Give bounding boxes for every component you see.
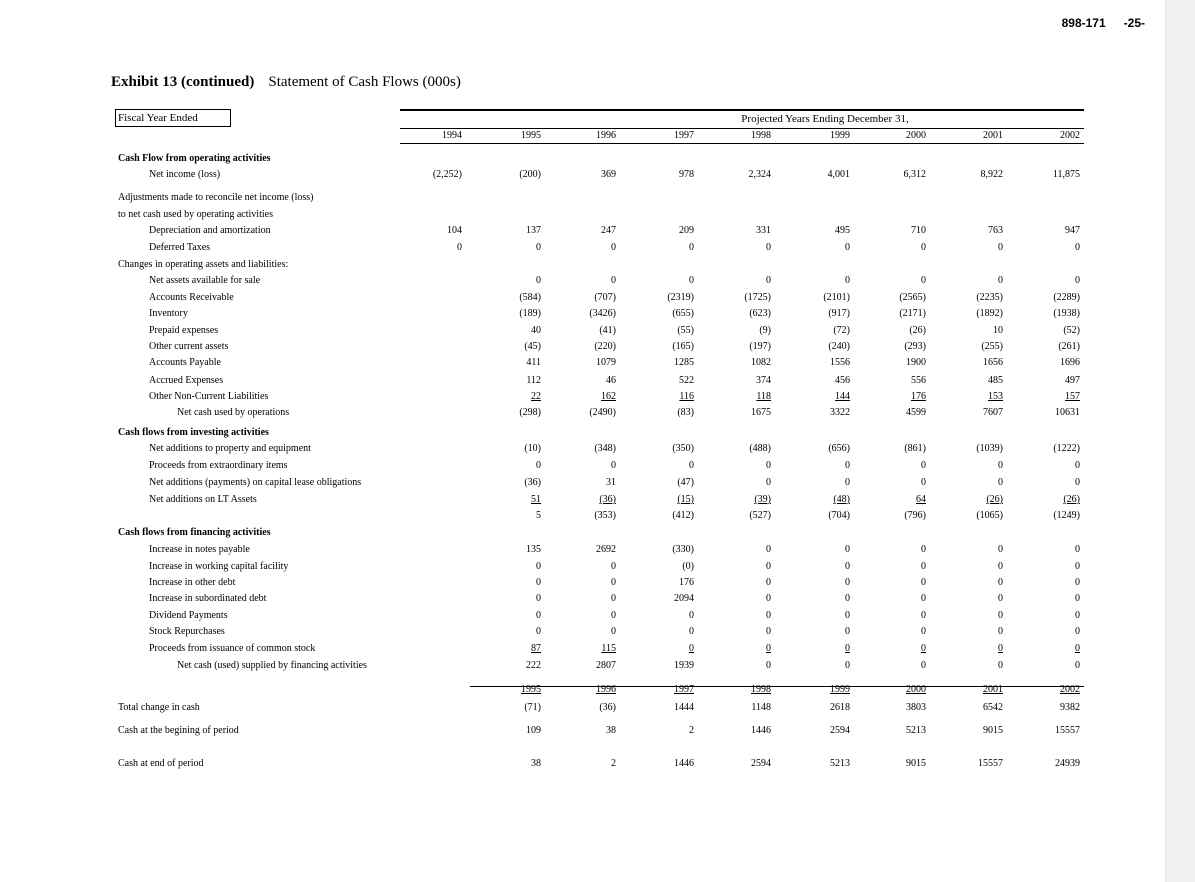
summary-year-header: 1995	[521, 684, 541, 695]
table-cell: 0	[766, 561, 771, 572]
table-cell: (1892)	[976, 308, 1003, 319]
table-cell: (348)	[594, 443, 616, 454]
table-cell: (350)	[672, 443, 694, 454]
table-cell: 763	[988, 225, 1003, 236]
table-cell: 0	[921, 643, 926, 654]
year-header: 1994	[442, 130, 462, 141]
row-label: Net assets available for sale	[149, 275, 261, 286]
table-cell: 0	[766, 477, 771, 488]
summary-label: Total change in cash	[118, 702, 200, 713]
summary-cell: 9015	[983, 725, 1003, 736]
table-cell: 0	[536, 460, 541, 471]
table-cell: (55)	[677, 325, 694, 336]
table-cell: 0	[1075, 660, 1080, 671]
table-cell: 0	[998, 561, 1003, 572]
table-cell: (298)	[519, 407, 541, 418]
year-header: 2001	[983, 130, 1003, 141]
table-cell: 0	[766, 544, 771, 555]
table-cell: (1222)	[1053, 443, 1080, 454]
row-label: Accrued Expenses	[149, 375, 224, 386]
table-cell: 0	[998, 626, 1003, 637]
table-cell: (165)	[672, 341, 694, 352]
row-label: Net income (loss)	[149, 169, 221, 180]
table-cell: (47)	[677, 477, 694, 488]
table-cell: 0	[611, 577, 616, 588]
summary-cell: 38	[531, 758, 541, 769]
table-cell: (220)	[594, 341, 616, 352]
summary-cell: 2	[689, 725, 694, 736]
table-cell: (2289)	[1053, 292, 1080, 303]
table-cell: 7607	[983, 407, 1003, 418]
table-cell: 0	[611, 561, 616, 572]
summary-cell: 9382	[1060, 702, 1080, 713]
summary-cell: 3803	[906, 702, 926, 713]
table-cell: 118	[756, 391, 771, 402]
year-header: 1998	[751, 130, 771, 141]
page-title	[111, 74, 461, 91]
row-label: Other current assets	[149, 341, 229, 352]
row-label: Net additions to property and equipment	[149, 443, 311, 454]
table-cell: (39)	[754, 494, 771, 505]
table-cell: 116	[679, 391, 694, 402]
summary-year-header: 1996	[596, 684, 616, 695]
table-cell: 4599	[906, 407, 926, 418]
table-cell: 0	[1075, 477, 1080, 488]
row-label: Adjustments made to reconcile net income (loss)	[118, 192, 314, 203]
summary-cell: 1446	[674, 758, 694, 769]
table-cell: (704)	[828, 510, 850, 521]
summary-cell: 109	[526, 725, 541, 736]
table-cell: 0	[921, 561, 926, 572]
summary-cell: 5213	[830, 758, 850, 769]
summary-cell: 24939	[1055, 758, 1080, 769]
table-cell: (83)	[677, 407, 694, 418]
year-header: 1997	[674, 130, 694, 141]
table-cell: 2094	[674, 593, 694, 604]
table-cell: 1079	[596, 357, 616, 368]
top-rule	[400, 109, 1084, 111]
table-cell: 2807	[596, 660, 616, 671]
table-cell: (412)	[672, 510, 694, 521]
table-cell: 104	[447, 225, 462, 236]
summary-cell: 2618	[830, 702, 850, 713]
table-cell: 0	[921, 626, 926, 637]
table-cell: 10	[993, 325, 1003, 336]
table-cell: 0	[998, 660, 1003, 671]
table-cell: 176	[911, 391, 926, 402]
table-cell: 0	[998, 593, 1003, 604]
table-cell: 369	[601, 169, 616, 180]
table-cell: (623)	[749, 308, 771, 319]
table-cell: 31	[606, 477, 616, 488]
summary-cell: 2594	[751, 758, 771, 769]
table-cell: 0	[845, 544, 850, 555]
table-cell: (527)	[749, 510, 771, 521]
table-cell: 0	[1075, 577, 1080, 588]
table-cell: 0	[1075, 610, 1080, 621]
table-cell: (45)	[524, 341, 541, 352]
table-cell: 0	[845, 660, 850, 671]
table-cell: (353)	[594, 510, 616, 521]
table-cell: (1249)	[1053, 510, 1080, 521]
page-number: -25-	[1123, 16, 1145, 30]
section-heading: Cash Flow from operating activities	[118, 153, 271, 164]
table-cell: (1065)	[976, 510, 1003, 521]
table-cell: 0	[998, 643, 1003, 654]
row-label: Accounts Receivable	[149, 292, 234, 303]
table-cell: 1939	[674, 660, 694, 671]
summary-label: Cash at end of period	[118, 758, 204, 769]
table-cell: 8,922	[980, 169, 1003, 180]
table-cell: (10)	[524, 443, 541, 454]
table-cell: 112	[526, 375, 541, 386]
summary-cell: (71)	[524, 702, 541, 713]
table-cell: 497	[1065, 375, 1080, 386]
year-header: 1996	[596, 130, 616, 141]
table-cell: 0	[689, 460, 694, 471]
table-cell: (917)	[828, 308, 850, 319]
table-cell: 0	[766, 610, 771, 621]
year-header-rule	[400, 128, 1084, 129]
summary-cell: 15557	[978, 758, 1003, 769]
row-label: Inventory	[149, 308, 188, 319]
table-cell: 0	[921, 242, 926, 253]
table-cell: 0	[766, 643, 771, 654]
table-cell: 0	[845, 610, 850, 621]
fiscal-year-label: Fiscal Year Ended	[115, 109, 231, 127]
summary-cell: 6542	[983, 702, 1003, 713]
row-label: Net cash (used) supplied by financing activities	[177, 660, 367, 671]
table-cell: 2692	[596, 544, 616, 555]
summary-cell: 1444	[674, 702, 694, 713]
table-cell: 0	[1075, 460, 1080, 471]
table-cell: 0	[845, 561, 850, 572]
table-cell: 0	[1075, 561, 1080, 572]
table-cell: (26)	[986, 494, 1003, 505]
table-cell: (72)	[833, 325, 850, 336]
table-cell: (293)	[904, 341, 926, 352]
row-label: Depreciation and amortization	[149, 225, 271, 236]
table-cell: 0	[845, 477, 850, 488]
table-cell: 0	[766, 626, 771, 637]
table-cell: 137	[526, 225, 541, 236]
table-cell: 153	[988, 391, 1003, 402]
table-cell: 456	[835, 375, 850, 386]
table-cell: 0	[536, 577, 541, 588]
table-cell: (240)	[828, 341, 850, 352]
table-cell: (796)	[904, 510, 926, 521]
table-cell: (261)	[1058, 341, 1080, 352]
summary-cell: 2	[611, 758, 616, 769]
table-cell: 10631	[1055, 407, 1080, 418]
table-cell: 4,001	[827, 169, 850, 180]
table-cell: 0	[998, 477, 1003, 488]
row-label: Proceeds from extraordinary items	[149, 460, 288, 471]
table-cell: 144	[835, 391, 850, 402]
table-cell: 0	[536, 626, 541, 637]
table-cell: 176	[679, 577, 694, 588]
table-cell: (255)	[981, 341, 1003, 352]
table-cell: 1285	[674, 357, 694, 368]
table-cell: 0	[998, 242, 1003, 253]
summary-cell: 5213	[906, 725, 926, 736]
table-cell: (861)	[904, 443, 926, 454]
table-cell: 331	[756, 225, 771, 236]
table-cell: 11,875	[1052, 169, 1080, 180]
document-header	[1000, 16, 1145, 30]
row-label: Increase in working capital facility	[149, 561, 289, 572]
table-cell: 0	[845, 275, 850, 286]
table-cell: 0	[611, 593, 616, 604]
table-cell: 495	[835, 225, 850, 236]
table-cell: (41)	[599, 325, 616, 336]
summary-year-header: 2001	[983, 684, 1003, 695]
summary-year-header: 1997	[674, 684, 694, 695]
table-cell: 0	[766, 275, 771, 286]
table-cell: 0	[1075, 544, 1080, 555]
table-cell: 0	[921, 610, 926, 621]
table-cell: 0	[921, 660, 926, 671]
table-cell: 0	[921, 593, 926, 604]
table-cell: (197)	[749, 341, 771, 352]
table-cell: 0	[689, 242, 694, 253]
row-label: Dividend Payments	[149, 610, 228, 621]
table-cell: 1556	[830, 357, 850, 368]
table-cell: 3322	[830, 407, 850, 418]
table-cell: (2565)	[899, 292, 926, 303]
row-label: Net additions (payments) on capital lease obligations	[149, 477, 362, 488]
exhibit-subtitle: Statement of Cash Flows (000s)	[268, 74, 461, 90]
table-cell: 0	[766, 577, 771, 588]
table-cell: 0	[766, 593, 771, 604]
table-cell: 0	[689, 610, 694, 621]
table-cell: 209	[679, 225, 694, 236]
table-cell: 0	[845, 242, 850, 253]
table-cell: 0	[611, 626, 616, 637]
summary-cell: 15557	[1055, 725, 1080, 736]
table-cell: (200)	[519, 169, 541, 180]
table-cell: 0	[998, 610, 1003, 621]
row-label: Accounts Payable	[149, 357, 221, 368]
table-cell: (584)	[519, 292, 541, 303]
table-cell: 64	[916, 494, 926, 505]
table-cell: 5	[536, 510, 541, 521]
table-cell: 0	[845, 626, 850, 637]
table-cell: 46	[606, 375, 616, 386]
table-cell: 0	[611, 460, 616, 471]
row-label: Proceeds from issuance of common stock	[149, 643, 316, 654]
table-cell: 0	[536, 561, 541, 572]
summary-cell: 1148	[751, 702, 771, 713]
table-cell: (2171)	[899, 308, 926, 319]
table-cell: 522	[679, 375, 694, 386]
table-cell: (656)	[828, 443, 850, 454]
summary-cell: 9015	[906, 758, 926, 769]
table-cell: (26)	[1063, 494, 1080, 505]
table-cell: 0	[611, 275, 616, 286]
table-cell: 157	[1065, 391, 1080, 402]
table-cell: 0	[921, 477, 926, 488]
table-cell: (36)	[524, 477, 541, 488]
summary-label: Cash at the begining of period	[118, 725, 239, 736]
row-label: Increase in subordinated debt	[149, 593, 267, 604]
section-heading: Cash flows from investing activities	[118, 427, 269, 438]
row-label: to net cash used by operating activities	[118, 209, 273, 220]
table-cell: (3426)	[589, 308, 616, 319]
table-cell: 0	[845, 593, 850, 604]
row-label: Increase in other debt	[149, 577, 236, 588]
summary-cell: (36)	[599, 702, 616, 713]
table-cell: 6,312	[903, 169, 926, 180]
section-heading: Cash flows from financing activities	[118, 527, 271, 538]
projected-label: Projected Years Ending December 31,	[741, 113, 909, 125]
table-cell: (2319)	[667, 292, 694, 303]
table-cell: 1656	[983, 357, 1003, 368]
table-cell: 0	[689, 643, 694, 654]
table-cell: (36)	[599, 494, 616, 505]
year-header-bottom-rule	[400, 143, 1084, 144]
table-cell: 222	[526, 660, 541, 671]
row-label: Net additions on LT Assets	[149, 494, 257, 505]
table-cell: (26)	[909, 325, 926, 336]
table-cell: 1900	[906, 357, 926, 368]
table-cell: 0	[536, 610, 541, 621]
table-cell: 247	[601, 225, 616, 236]
summary-year-header: 1998	[751, 684, 771, 695]
table-cell: (189)	[519, 308, 541, 319]
table-cell: 0	[1075, 626, 1080, 637]
row-label: Changes in operating assets and liabilities:	[118, 259, 289, 270]
summary-cell: 2594	[830, 725, 850, 736]
table-cell: (1938)	[1053, 308, 1080, 319]
table-cell: 0	[998, 577, 1003, 588]
table-cell: 115	[601, 643, 616, 654]
table-cell: 0	[845, 460, 850, 471]
table-cell: 0	[536, 275, 541, 286]
table-cell: 374	[756, 375, 771, 386]
table-cell: (707)	[594, 292, 616, 303]
table-cell: 0	[1075, 242, 1080, 253]
document-number: 898-171	[1061, 16, 1106, 30]
year-header: 1999	[830, 130, 850, 141]
table-cell: 22	[531, 391, 541, 402]
table-cell: 978	[679, 169, 694, 180]
summary-top-rule	[470, 686, 1084, 687]
summary-year-header: 2000	[906, 684, 926, 695]
table-cell: (655)	[672, 308, 694, 319]
table-cell: 0	[611, 242, 616, 253]
table-cell: (2235)	[976, 292, 1003, 303]
table-cell: 0	[998, 544, 1003, 555]
table-cell: 0	[689, 626, 694, 637]
exhibit-label: Exhibit 13 (continued)	[111, 74, 255, 90]
table-cell: 411	[526, 357, 541, 368]
table-cell: (48)	[833, 494, 850, 505]
table-cell: (1725)	[744, 292, 771, 303]
table-cell: 2,324	[748, 169, 771, 180]
table-cell: 0	[457, 242, 462, 253]
table-cell: 0	[998, 460, 1003, 471]
table-cell: 0	[921, 544, 926, 555]
table-cell: 1675	[751, 407, 771, 418]
table-cell: (2,252)	[432, 169, 462, 180]
table-cell: 0	[536, 242, 541, 253]
row-label: Prepaid expenses	[149, 325, 219, 336]
table-cell: 556	[911, 375, 926, 386]
table-cell: (9)	[759, 325, 771, 336]
table-cell: 0	[1075, 593, 1080, 604]
table-cell: 0	[921, 577, 926, 588]
table-cell: 947	[1065, 225, 1080, 236]
table-cell: (0)	[682, 561, 694, 572]
scrollbar[interactable]	[1165, 0, 1195, 882]
table-cell: 0	[536, 593, 541, 604]
summary-year-header: 1999	[830, 684, 850, 695]
table-cell: 0	[1075, 275, 1080, 286]
table-cell: 87	[531, 643, 541, 654]
table-cell: 0	[766, 460, 771, 471]
table-cell: (1039)	[976, 443, 1003, 454]
row-label: Net cash used by operations	[177, 407, 290, 418]
table-cell: 135	[526, 544, 541, 555]
table-cell: (330)	[672, 544, 694, 555]
year-header: 1995	[521, 130, 541, 141]
year-header: 2002	[1060, 130, 1080, 141]
summary-cell: 1446	[751, 725, 771, 736]
table-cell: 0	[845, 577, 850, 588]
table-cell: 0	[921, 460, 926, 471]
table-cell: 0	[921, 275, 926, 286]
summary-cell: 38	[606, 725, 616, 736]
table-cell: 0	[845, 643, 850, 654]
table-cell: (2490)	[589, 407, 616, 418]
table-cell: 485	[988, 375, 1003, 386]
row-label: Deferred Taxes	[149, 242, 211, 253]
table-cell: (2101)	[823, 292, 850, 303]
table-cell: 1696	[1060, 357, 1080, 368]
table-cell: 0	[998, 275, 1003, 286]
table-cell: 710	[911, 225, 926, 236]
table-cell: 0	[766, 242, 771, 253]
row-label: Other Non-Current Liabilities	[149, 391, 269, 402]
table-cell: (15)	[677, 494, 694, 505]
row-label: Increase in notes payable	[149, 544, 250, 555]
table-cell: 0	[766, 660, 771, 671]
table-cell: 40	[531, 325, 541, 336]
table-cell: 162	[601, 391, 616, 402]
summary-year-header: 2002	[1060, 684, 1080, 695]
table-cell: 0	[611, 610, 616, 621]
table-cell: 1082	[751, 357, 771, 368]
table-cell: (52)	[1063, 325, 1080, 336]
table-cell: 0	[689, 275, 694, 286]
table-cell: (488)	[749, 443, 771, 454]
table-cell: 51	[531, 494, 541, 505]
year-header: 2000	[906, 130, 926, 141]
table-cell: 0	[1075, 643, 1080, 654]
row-label: Stock Repurchases	[149, 626, 225, 637]
